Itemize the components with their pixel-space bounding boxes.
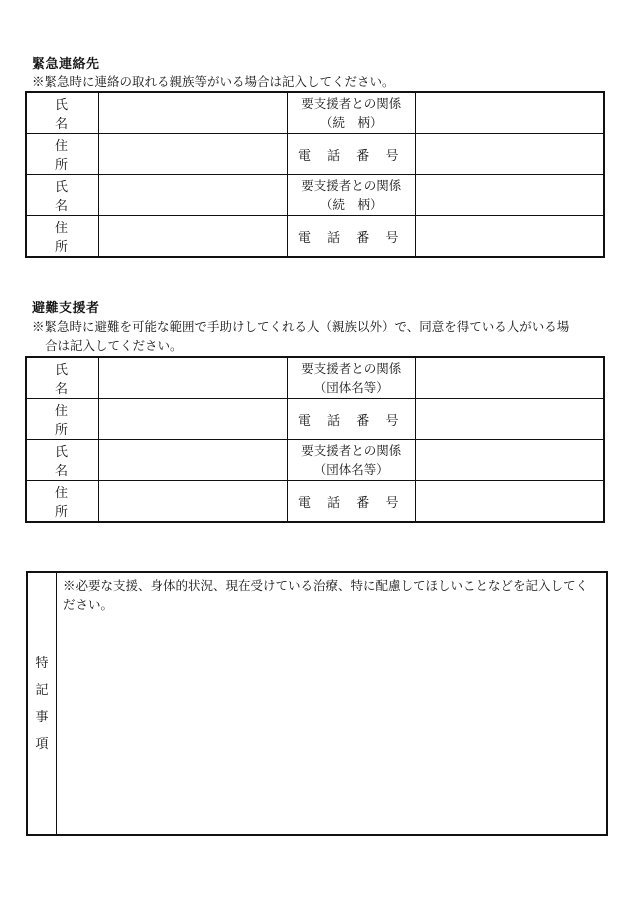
phone-field[interactable] <box>415 481 604 523</box>
address-label: 住 所 <box>26 399 99 440</box>
address-field[interactable] <box>99 399 288 440</box>
address-field[interactable] <box>99 481 288 523</box>
phone-label: 電 話 番 号 <box>287 134 415 175</box>
name-field[interactable] <box>99 92 288 134</box>
special-notes-box <box>26 571 608 836</box>
relationship-label: 要支援者との関係 （団体名等） <box>287 357 415 399</box>
relationship-label: 要支援者との関係 （続 柄） <box>287 175 415 216</box>
table-row <box>26 175 604 216</box>
name-label: 氏 名 <box>26 92 99 134</box>
relationship-field[interactable] <box>415 92 604 134</box>
name-label: 氏 名 <box>26 440 99 481</box>
table-row <box>26 357 604 399</box>
relationship-field[interactable] <box>415 357 604 399</box>
table-row <box>26 481 604 523</box>
special-notes-field[interactable] <box>57 573 606 834</box>
relationship-field[interactable] <box>415 175 604 216</box>
relationship-field[interactable] <box>415 440 604 481</box>
name-label: 氏 名 <box>26 175 99 216</box>
table-row <box>26 134 604 175</box>
name-field[interactable] <box>99 175 288 216</box>
name-field[interactable] <box>99 357 288 399</box>
emergency-section-note: ※緊急時に連絡の取れる親族等がいる場合は記入してください。 <box>32 74 395 89</box>
phone-label: 電 話 番 号 <box>287 481 415 523</box>
address-field[interactable] <box>99 134 288 175</box>
table-row <box>26 399 604 440</box>
evac-section-note: ※緊急時に避難を可能な範囲で手助けしてくれる人（親族以外）で、同意を得ている人がいる場 合は記入してください。 <box>32 319 570 353</box>
evac-supporter-table <box>25 356 605 523</box>
phone-field[interactable] <box>415 134 604 175</box>
phone-label: 電 話 番 号 <box>287 216 415 258</box>
address-label: 住 所 <box>26 134 99 175</box>
address-field[interactable] <box>99 216 288 258</box>
relationship-label: 要支援者との関係 （続 柄） <box>287 92 415 134</box>
emergency-contact-table <box>25 91 605 258</box>
table-row <box>26 440 604 481</box>
phone-field[interactable] <box>415 216 604 258</box>
evac-section-title: 避難支援者 <box>32 301 100 316</box>
name-label: 氏 名 <box>26 357 99 399</box>
name-field[interactable] <box>99 440 288 481</box>
phone-field[interactable] <box>415 399 604 440</box>
table-row <box>26 92 604 134</box>
address-label: 住 所 <box>26 216 99 258</box>
table-row <box>26 216 604 258</box>
address-label: 住 所 <box>26 481 99 523</box>
special-notes-label: 特 記 事 項 <box>28 573 57 834</box>
phone-label: 電 話 番 号 <box>287 399 415 440</box>
special-notes-instruction: ※必要な支援、身体的状況、現在受けている治療、特に配慮してほしいことなどを記入してください。 <box>63 578 589 612</box>
emergency-section-title: 緊急連絡先 <box>32 57 100 72</box>
relationship-label: 要支援者との関係 （団体名等） <box>287 440 415 481</box>
